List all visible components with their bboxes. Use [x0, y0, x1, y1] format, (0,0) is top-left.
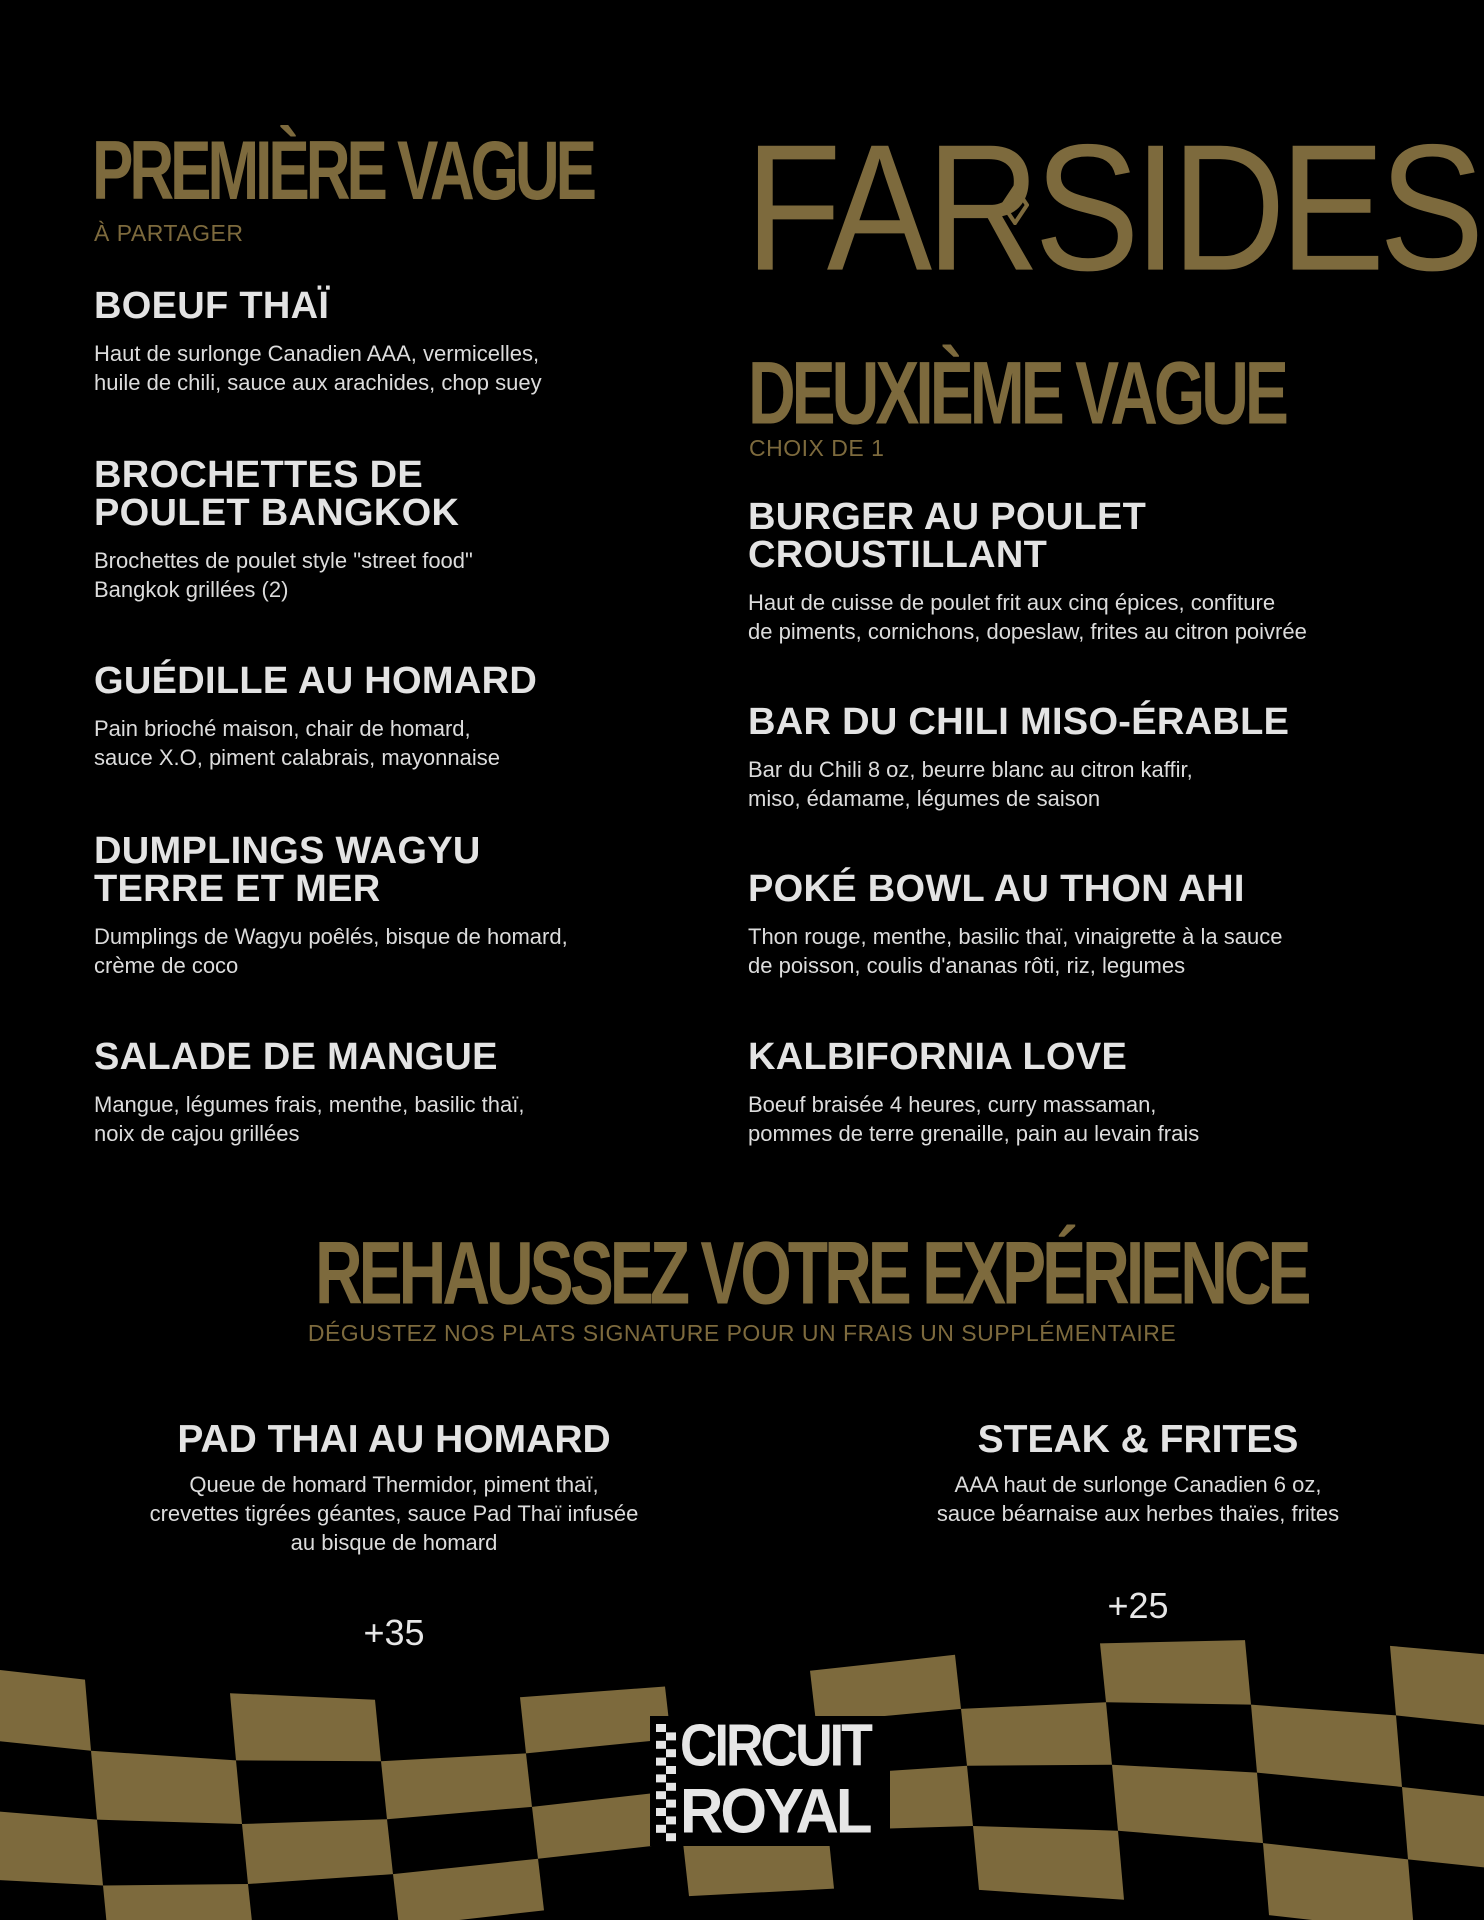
flag-square: [0, 1808, 103, 1886]
circuit-royal-logo: [650, 1712, 890, 1847]
flag-square: [520, 1687, 671, 1754]
flag-square: [1390, 1646, 1484, 1731]
stripe-checker: [656, 1758, 666, 1766]
item-name: PAD THAI AU HOMARD: [177, 1418, 611, 1461]
flag-square: [242, 1819, 393, 1884]
item-name: BAR DU CHILI MISO-ÉRABLE: [748, 701, 1290, 743]
menu-item-kalbifornia: [748, 1038, 1448, 1148]
flag-square: [961, 1702, 1112, 1765]
menu-item-burger-poulet: [748, 498, 1448, 646]
flag-square: [230, 1693, 381, 1761]
item-description: Haut de cuisse de poulet frit aux cinq épices, confiture de piments, cornichons, dopeslaw, frites au citron poivrée: [748, 590, 1307, 644]
second-wave-subtitle: CHOIX DE 1: [749, 435, 885, 461]
stripe-checker: [666, 1833, 676, 1841]
stripe-checker: [656, 1741, 666, 1749]
stripe-checker: [656, 1774, 666, 1782]
stripe-checker: [656, 1808, 666, 1816]
logo-line-1: CIRCUIT: [680, 1712, 870, 1780]
flag-square: [1263, 1843, 1414, 1920]
flag-square: [1402, 1787, 1484, 1875]
flag-square: [1100, 1640, 1251, 1705]
upgrade-subtitle: DÉGUSTEZ NOS PLATS SIGNATURE POUR UN FRAIS UN SUPPLÉMENTAIRE: [307, 1320, 1177, 1346]
item-description: Dumplings de Wagyu poêlés, bisque de homard, crème de coco: [94, 924, 568, 978]
item-description: Brochettes de poulet style "street food" Bangkok grillées (2): [94, 548, 473, 602]
item-name: BROCHETTES DE POULET BANGKOK: [94, 454, 460, 534]
brand-logo: FARSIDES: [745, 107, 1479, 309]
stripe-checker: [666, 1816, 676, 1824]
item-description: Haut de surlonge Canadien AAA, vermicelles, huile de chili, sauce aux arachides, chop suey: [94, 341, 542, 395]
signature-item-pad-thai: [94, 1420, 694, 1557]
item-description: Pain brioché maison, chair de homard, sauce X.O, piment calabrais, mayonnaise: [94, 716, 500, 770]
checker-stripe-icon: [656, 1724, 676, 1842]
logo-line-2: ROYAL: [680, 1775, 870, 1847]
stripe-checker: [666, 1800, 676, 1808]
flag-square: [381, 1753, 532, 1819]
item-name: SALADE DE MANGUE: [94, 1036, 498, 1078]
flag-square: [91, 1751, 242, 1824]
upgrade-title: REHAUSSEZ VOTRE EXPÉRIENCE: [315, 1222, 1308, 1323]
first-wave-title: PREMIÈRE VAGUE: [92, 124, 593, 218]
flag-square: [0, 1663, 91, 1751]
stripe-checker: [666, 1732, 676, 1740]
second-wave-title: DEUXIÈME VAGUE: [748, 342, 1285, 443]
flag-square: [1251, 1705, 1402, 1787]
first-wave-subtitle: À PARTAGER: [94, 220, 244, 246]
menu-item-guedille: [94, 662, 694, 772]
item-name: GUÉDILLE AU HOMARD: [94, 660, 538, 702]
flag-square: [103, 1884, 254, 1920]
stripe-checker: [656, 1825, 666, 1833]
stripe-checker: [666, 1783, 676, 1791]
item-description: Mangue, légumes frais, menthe, basilic thaï, noix de cajou grillées: [94, 1092, 525, 1146]
flag-square: [393, 1859, 544, 1920]
stripe-checker: [666, 1766, 676, 1774]
item-description: AAA haut de surlonge Canadien 6 oz, sauce béarnaise aux herbes thaïes, frites: [936, 1472, 1340, 1526]
item-name: BOEUF THAÏ: [94, 285, 330, 327]
menu-item-bar-chili: [748, 703, 1448, 813]
stripe-checker: [656, 1724, 666, 1732]
menu-item-boeuf-thai: [94, 287, 694, 397]
diamond-icon: [1001, 185, 1029, 225]
item-description: Queue de homard Thermidor, piment thaï, crevettes tigrées géantes, sauce Pad Thaï infusée au bisque de homard: [149, 1472, 639, 1555]
menu-item-salade-mangue: [94, 1038, 694, 1148]
flag-square: [973, 1826, 1124, 1900]
item-name: DUMPLINGS WAGYU TERRE ET MER: [94, 830, 481, 910]
stripe-checker: [656, 1791, 666, 1799]
menu-item-brochettes: [94, 456, 694, 604]
item-name: BURGER AU POULET CROUSTILLANT: [748, 496, 1147, 576]
stripe-checker: [666, 1749, 676, 1757]
item-name: STEAK & FRITES: [977, 1418, 1299, 1461]
item-price: +35: [363, 1612, 425, 1653]
signature-item-steak: [838, 1420, 1438, 1528]
item-description: Thon rouge, menthe, basilic thaï, vinaigrette à la sauce de poisson, coulis d'ananas rôti, riz, legumes: [748, 924, 1283, 978]
item-name: POKÉ BOWL AU THON AHI: [748, 868, 1245, 910]
flag-square: [1112, 1765, 1263, 1843]
item-description: Bar du Chili 8 oz, beurre blanc au citron kaffir, miso, édamame, légumes de saison: [748, 757, 1193, 811]
item-description: Boeuf braisée 4 heures, curry massaman, pommes de terre grenaille, pain au levain frais: [748, 1092, 1200, 1146]
menu-item-poke-bowl: [748, 870, 1448, 980]
item-name: KALBIFORNIA LOVE: [748, 1036, 1128, 1078]
item-price: +25: [1107, 1585, 1169, 1626]
menu-item-dumplings: [94, 832, 694, 980]
